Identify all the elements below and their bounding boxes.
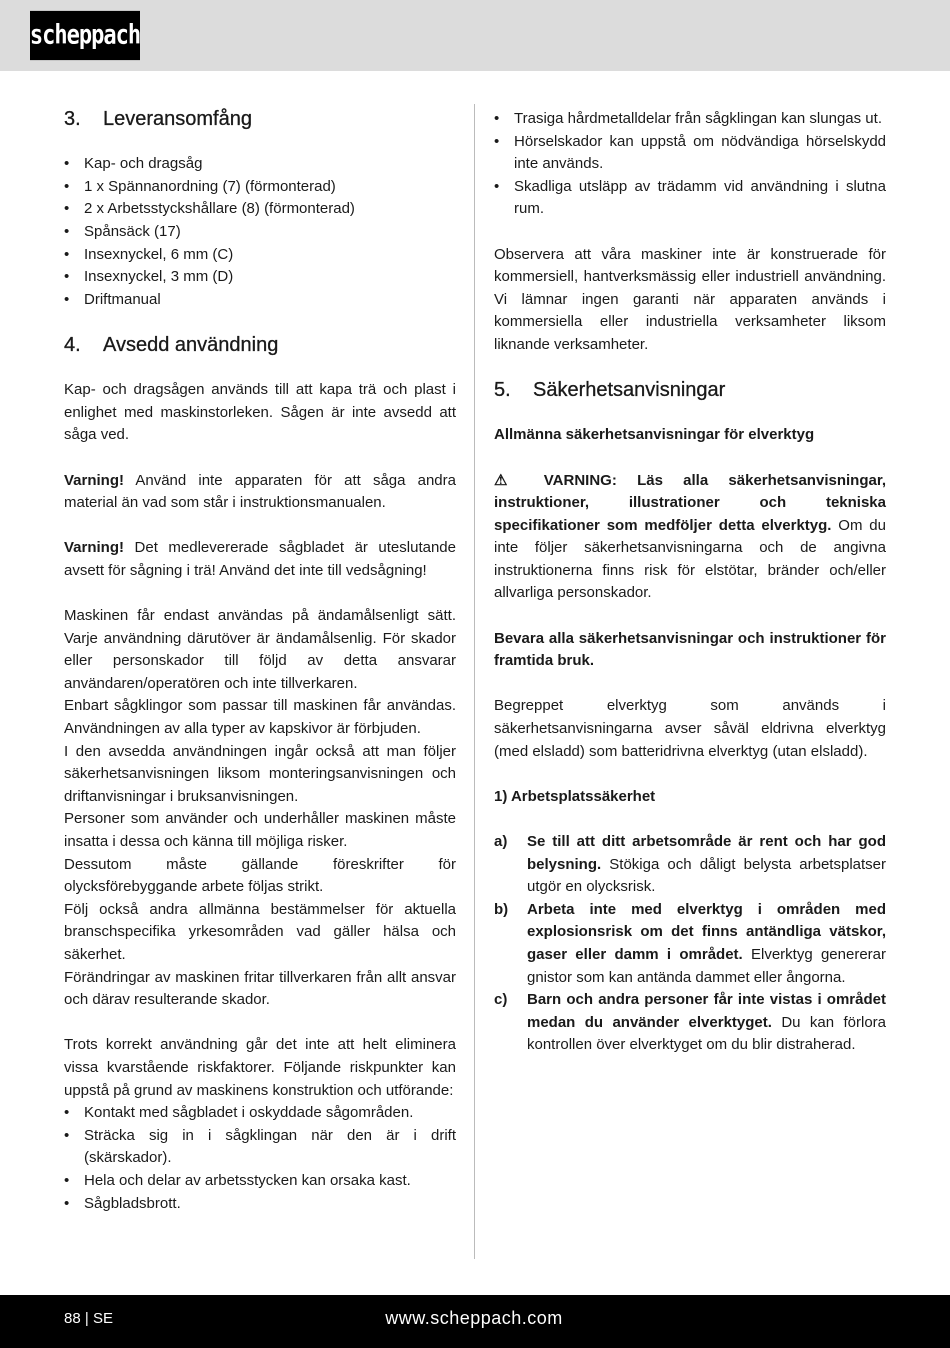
workplace-safety-title: 1) Arbetsplatssäkerhet <box>494 787 656 805</box>
separator: | <box>84 1310 89 1327</box>
section-3-heading <box>64 108 456 131</box>
usage-paragraphs <box>64 605 456 1012</box>
warning-label: Varning! <box>64 539 125 557</box>
paragraph: Begreppet elverktyg som används i säkerhetsanvisningarna avser såväl eldrivna elverktyg (med elsladd) som batteridrivna elverktyg (utan elsladd). <box>494 697 886 760</box>
section-title: Leveransomfång <box>103 108 252 130</box>
subheading-text: Allmänna säkerhetsanvisningar för elverktyg <box>494 426 815 444</box>
warning-text: Om du inte följer säkerhetsanvisningarna och de angivna instruktionerna finns risk för elstötar, bränder och/eller allvarliga personskador. <box>494 516 886 602</box>
item-text: Elverktyg genererar gnistor som kan antända dammet eller ångorna. <box>527 945 887 986</box>
warning-text: Det medlevererade sågbladet är uteslutande avsett för sågning i trä! Använd det inte till vedsågning! <box>64 539 456 579</box>
keep-instructions-text: Bevara alla säkerhetsanvisningar och instruktioner för framtida bruk. <box>494 629 886 670</box>
item-label: c) <box>494 991 508 1009</box>
list-item: • Insexnyckel, 6 mm (C) <box>64 244 456 267</box>
list-item: • 1 x Spännanordning (7) (förmonterad) <box>64 176 456 199</box>
warning-icon: ⚠ <box>494 471 524 489</box>
section-4-heading <box>64 334 456 357</box>
warning-bold-text: VARNING: Läs alla säkerhetsanvisningar, instruktioner, illustrationer och tekniska specifikationer som medföljer detta elverktyg. <box>494 471 887 534</box>
subheading <box>494 424 886 447</box>
column-divider <box>474 104 475 1259</box>
item-bold: Arbeta inte med elverktyg i områden med explosionsrisk om det finns antändliga vätskor, gaser eller damm i området. <box>527 900 886 963</box>
left-column <box>64 108 456 1215</box>
list-item: • Skadliga utsläpp av trädamm vid användning i slutna rum. <box>494 176 886 221</box>
section-5-heading <box>494 379 886 402</box>
paragraph: I den avsedda användningen ingår också att man följer säkerhetsanvisningen liksom monteringsanvisningen och driftanvisningar i bruksanvisningen. <box>64 742 456 805</box>
warning-paragraph <box>64 537 456 582</box>
list-item: • Hela och delar av arbetsstycken kan orsaka kast. <box>64 1170 456 1193</box>
safety-item-c <box>494 989 886 1057</box>
paragraph: Personer som använder och underhåller maskinen måste insatta i dessa och känna till möjliga risker. <box>64 810 456 850</box>
safety-item-b <box>494 899 886 989</box>
paragraph: Trots korrekt användning går det inte att helt eliminera vissa kvarstående riskfaktorer. Följande riskpunkter kan uppstå på grund av maskinens konstruktion och utförande: <box>64 1036 456 1099</box>
language-code: SE <box>92 1310 113 1327</box>
warning-paragraph <box>64 470 456 515</box>
workplace-safety-heading <box>494 786 886 809</box>
paragraph: Maskinen får endast användas på ändamålsenligt sätt. Varje användning därutöver är ändamålsenlig. För skador eller personskador till följd av detta ansvarar användaren/operatören och inte tillverkaren. <box>64 607 456 692</box>
right-column <box>494 108 886 1057</box>
list-item: • Trasiga hårdmetalldelar från sågklingan kan slungas ut. <box>494 108 886 131</box>
section-number: 4. <box>64 333 81 356</box>
list-item: • Spånsäck (17) <box>64 221 456 244</box>
section-title: Säkerhetsanvisningar <box>533 379 726 402</box>
paragraph: Enbart sågklingor som passar till maskinen får användas. Användningen av alla typer av kapskivor är förbjuden. <box>64 697 456 738</box>
section-number: 3. <box>64 108 81 130</box>
paragraph: Förändringar av maskinen fritar tillverkaren från allt ansvar och därav resulterande skador. <box>64 968 456 1009</box>
list-item: • Kap- och dragsåg <box>64 153 456 176</box>
page-footer <box>0 1295 950 1348</box>
list-item: • Sträcka sig in i sågklingan när den är i drift (skärskador). <box>64 1125 456 1170</box>
section-number: 5. <box>494 379 511 402</box>
list-item: • Driftmanual <box>64 289 456 312</box>
item-bold: Se till att ditt arbetsområde är rent och har god belysning. <box>527 833 886 873</box>
list-item: • Insexnyckel, 3 mm (D) <box>64 266 456 289</box>
keep-instructions <box>494 628 886 673</box>
safety-item-a <box>494 831 886 899</box>
item-text: Du kan förlora kontrollen över elverktyget om du blir distraherad. <box>527 1013 886 1054</box>
item-label: b) <box>494 900 509 918</box>
scheppach-logo: scheppach <box>30 11 140 60</box>
warning-text: Använd inte apparaten för att såga andra material än vad som står i instruktionsmanualen. <box>64 471 456 512</box>
page-header <box>0 0 950 71</box>
list-item: • Sågbladsbrott. <box>64 1193 456 1216</box>
delivery-list <box>64 153 456 311</box>
item-text: Stökiga och dåligt belysta arbetsplatser utgör en olycksrisk. <box>527 855 886 896</box>
paragraph: Kap- och dragsågen används till att kapa trä och plast i enlighet med maskinstorleken. Sågen är inte avsedd att såga ved. <box>64 381 456 444</box>
section-title: Avsedd användning <box>103 333 279 356</box>
risk-list <box>64 1102 456 1215</box>
page-number-text: 88 <box>64 1310 81 1327</box>
list-item: • Kontakt med sågbladet i oskyddade sågområden. <box>64 1102 456 1125</box>
paragraph: Dessutom måste gällande föreskrifter för olycksförebyggande arbete följas strikt. <box>64 855 456 896</box>
paragraph: Följ också andra allmänna bestämmelser för aktuella branschspecifika yrkesområden vad gäller hälsa och säkerhet. <box>64 900 456 963</box>
warning-paragraph <box>494 470 886 606</box>
item-bold: Barn och andra personer får inte vistas i området medan du använder elverktyget. <box>527 991 886 1031</box>
warning-label: Varning! <box>64 471 125 489</box>
list-item: • Hörselskador kan uppstå om nödvändiga hörselskydd inte används. <box>494 131 886 176</box>
website-url: www.scheppach.com <box>385 1308 563 1328</box>
item-label: a) <box>494 833 508 850</box>
paragraph: Observera att våra maskiner inte är konstruerade för kommersiell, hantverksmässig eller industriell användning. Vi lämnar ingen garanti när apparaten används i kommersiella eller industriella verksamheter liksom liknande verksamheter. <box>494 245 886 353</box>
list-item: • 2 x Arbetsstyckshållare (8) (förmonterad) <box>64 198 456 221</box>
risk-list-continued <box>494 108 886 221</box>
